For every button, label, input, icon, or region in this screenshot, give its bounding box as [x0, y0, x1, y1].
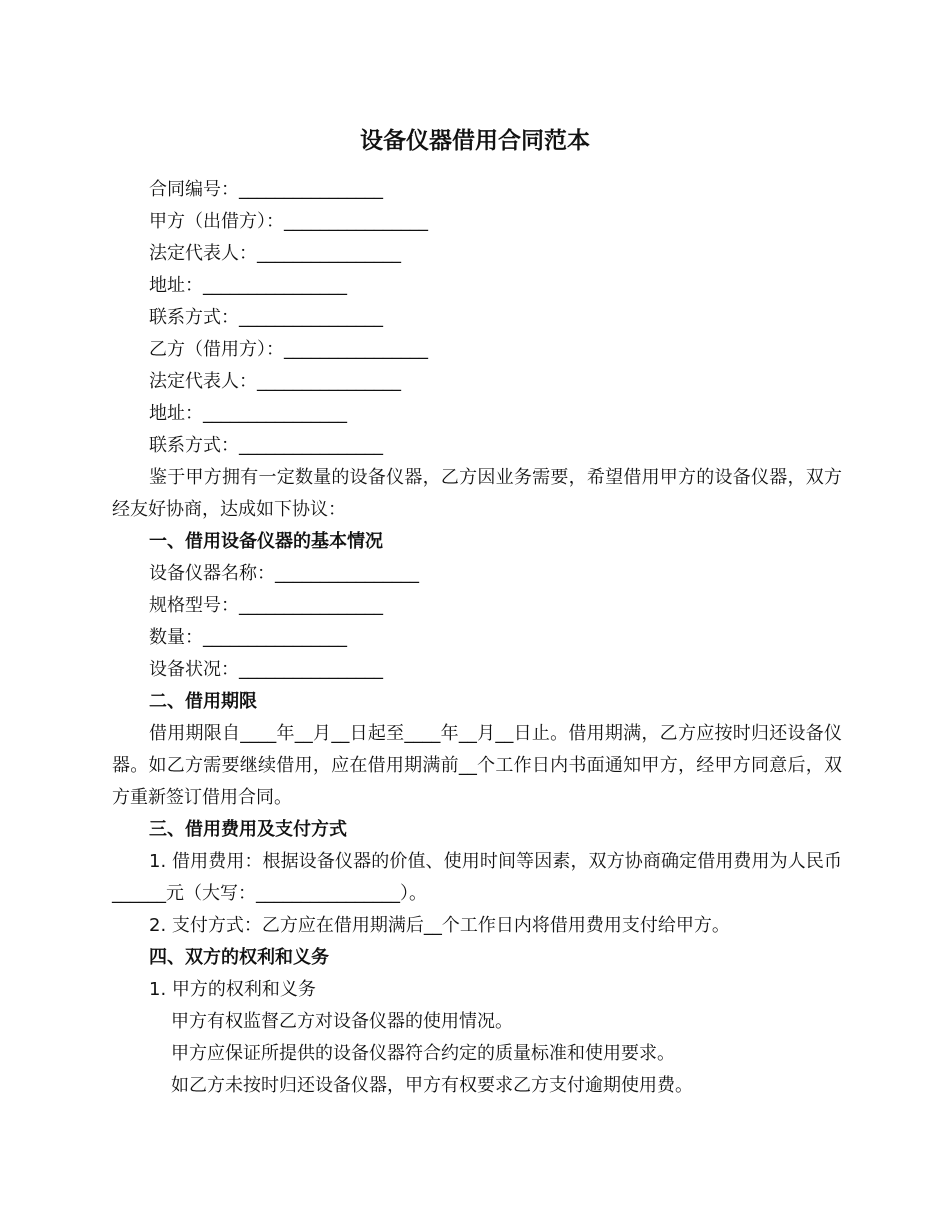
- field-party-a: 甲方（出借方）：________________: [149, 211, 428, 232]
- field-party-a-contact: 联系方式：________________: [149, 307, 383, 328]
- page-title: 设备仪器借用合同范本: [360, 128, 590, 154]
- field-quantity: 数量：________________: [149, 627, 347, 648]
- section-4-line-3: 如乙方未按时归还设备仪器，甲方有权要求乙方支付逾期使用费。: [171, 1075, 693, 1096]
- field-party-b-address: 地址：________________: [149, 403, 347, 424]
- field-party-a-address: 地址：________________: [149, 275, 347, 296]
- section-3-heading: 三、借用费用及支付方式: [149, 819, 347, 840]
- field-party-a-representative: 法定代表人：________________: [149, 243, 401, 264]
- intro-paragraph: 鉴于甲方拥有一定数量的设备仪器，乙方因业务需要，希望借用甲方的设备仪器，双方经友好协商，达成如下协议：: [112, 467, 842, 520]
- section-4-heading: 四、双方的权利和义务: [149, 947, 329, 968]
- contract-body: [112, 174, 842, 1102]
- section-4-line-2: 甲方应保证所提供的设备仪器符合约定的质量标准和使用要求。: [171, 1043, 675, 1064]
- section-1-heading: 一、借用设备仪器的基本情况: [149, 531, 383, 552]
- field-party-b: 乙方（借用方）：________________: [149, 339, 428, 360]
- section-3-item-2: 2. 支付方式：乙方应在借用期满后__个工作日内将借用费用支付给甲方。: [149, 915, 730, 936]
- field-model: 规格型号：________________: [149, 595, 383, 616]
- field-equipment-name: 设备仪器名称：________________: [149, 563, 419, 584]
- field-equipment-condition: 设备状况：________________: [149, 659, 383, 680]
- field-party-b-representative: 法定代表人：________________: [149, 371, 401, 392]
- section-2-heading: 二、借用期限: [149, 691, 257, 712]
- section-2-paragraph: 借用期限自____年__月__日起至____年__月__日止。借用期满，乙方应按时归还设备仪器。如乙方需要继续借用，应在借用期满前__个工作日内书面通知甲方，经甲方同意后，双方重新签订借用合同。: [112, 723, 842, 808]
- section-3-item-1: 1. 借用费用：根据设备仪器的价值、使用时间等因素，双方协商确定借用费用为人民币______元（大写：________________）。: [112, 851, 842, 904]
- section-4-line-1: 甲方有权监督乙方对设备仪器的使用情况。: [171, 1011, 513, 1032]
- field-contract-number: 合同编号：________________: [149, 179, 383, 200]
- field-party-b-contact: 联系方式：________________: [149, 435, 383, 456]
- section-4-subheading-1: 1. 甲方的权利和义务: [149, 979, 316, 1000]
